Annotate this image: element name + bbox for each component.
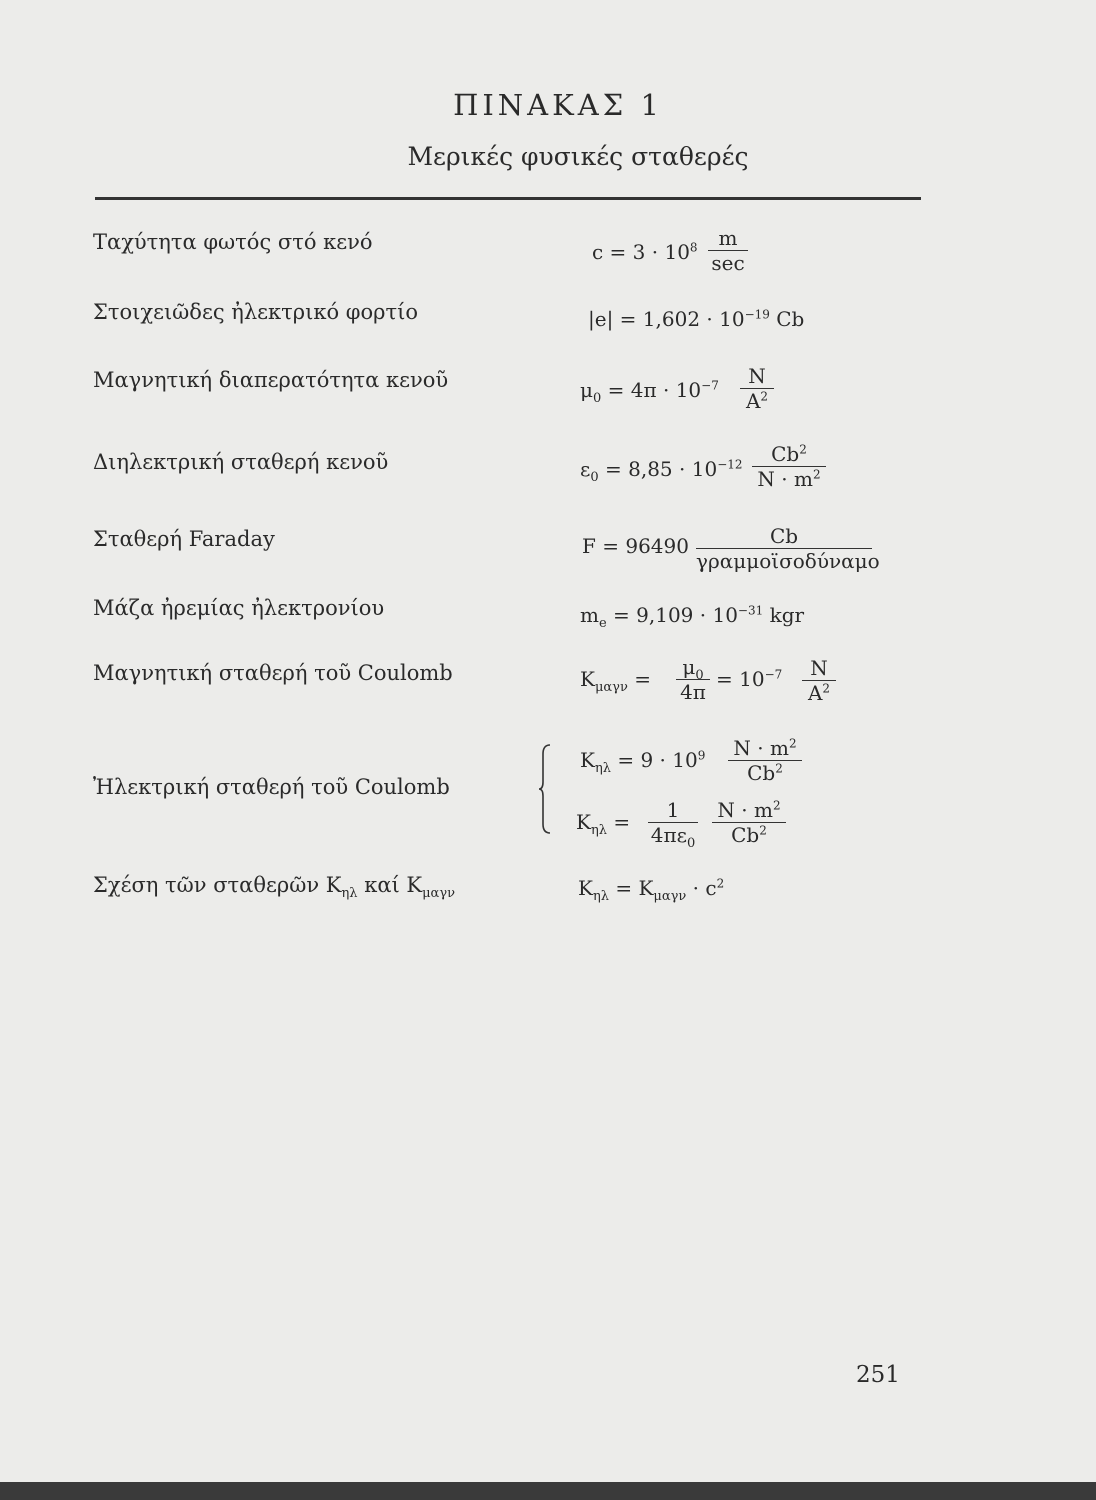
label-magnetic-coulomb: Μαγνητική σταθερή τοῦ Coulomb [93,661,453,685]
fraction-one-over-4pi-eps0: $\frac{1}{4\pi\varepsilon_0}$ [648,798,698,847]
formula-faraday: F = 96490 [582,534,689,558]
formula-magnetic-coulomb-value: = $10^{-7}$ [716,667,783,691]
label-electron-mass: Μάζα ἠρεμίας ἠλεκτρονίου [93,596,385,620]
formula-electric-coulomb-2: $K_{\eta\lambda}$ = [576,810,631,838]
fraction-mu0-over-4pi: $\frac{\mu_0}{4\pi}$ [676,655,710,704]
table-subtitle: Μερικές φυσικές σταθερές [407,142,749,171]
formula-electric-coulomb-1: $K_{\eta\lambda} = 9 \cdot 10^9$ [580,748,706,776]
formula-permittivity: $\varepsilon_0 = 8,85 \cdot 10^{-12}$ [580,457,743,485]
fraction-electric-coulomb-unit-1: $\frac{N \cdot m^2}{Cb^2}$ [728,736,802,785]
label-permeability: Μαγνητική διαπερατότητα κενοῦ [93,368,449,392]
formula-magnetic-coulomb-lhs: $K_{\mu\alpha\gamma\nu}$ = [580,667,651,695]
left-brace-icon [538,744,552,834]
table-title: ΠΙΝΑΚΑΣ 1 [453,88,663,122]
formula-permeability: $\mu_0 = 4\pi \cdot 10^{-7}$ [580,378,719,406]
fraction-permittivity-unit: $\frac{Cb^2}{N \cdot m^2}$ [752,442,826,491]
label-electric-coulomb: Ἠλεκτρική σταθερή τοῦ Coulomb [93,775,450,799]
page-number: 251 [856,1362,900,1388]
formula-electron-mass: $m_e = 9,109 \cdot 10^{-31}$ kgr [580,603,805,631]
scan-edge [0,1482,1096,1500]
formula-speed-of-light: $c = 3 \cdot 10^8$ [592,240,698,264]
fraction-speed-unit: m sec [708,226,748,275]
label-speed-of-light: Ταχύτητα φωτός στό κενό [93,230,373,254]
fraction-electric-coulomb-unit-2: $\frac{N \cdot m^2}{Cb^2}$ [712,798,786,847]
label-elementary-charge: Στοιχειῶδες ἠλεκτρικό φορτίο [93,300,418,324]
label-relation: Σχέση τῶν σταθερῶν $K_{\eta\lambda}$ καί $K_{\mu\alpha\gamma\nu}$ [93,873,456,902]
fraction-faraday-unit: Cb γραμμοϊσοδύναμο [696,524,880,573]
label-permittivity: Διηλεκτρική σταθερή κενοῦ [93,450,389,474]
formula-elementary-charge: $|e| = 1,602 \cdot 10^{-19}$ Cb [588,307,805,331]
fraction-magnetic-coulomb-unit: $\frac{N}{A^2}$ [802,656,836,705]
label-faraday: Σταθερή Faraday [93,527,275,551]
fraction-permeability-unit: $\frac{N}{A^2}$ [740,364,774,413]
header-rule [95,197,921,200]
formula-relation: $K_{\eta\lambda} = K_{\mu\alpha\gamma\nu} \cdot c^2$ [578,876,725,904]
